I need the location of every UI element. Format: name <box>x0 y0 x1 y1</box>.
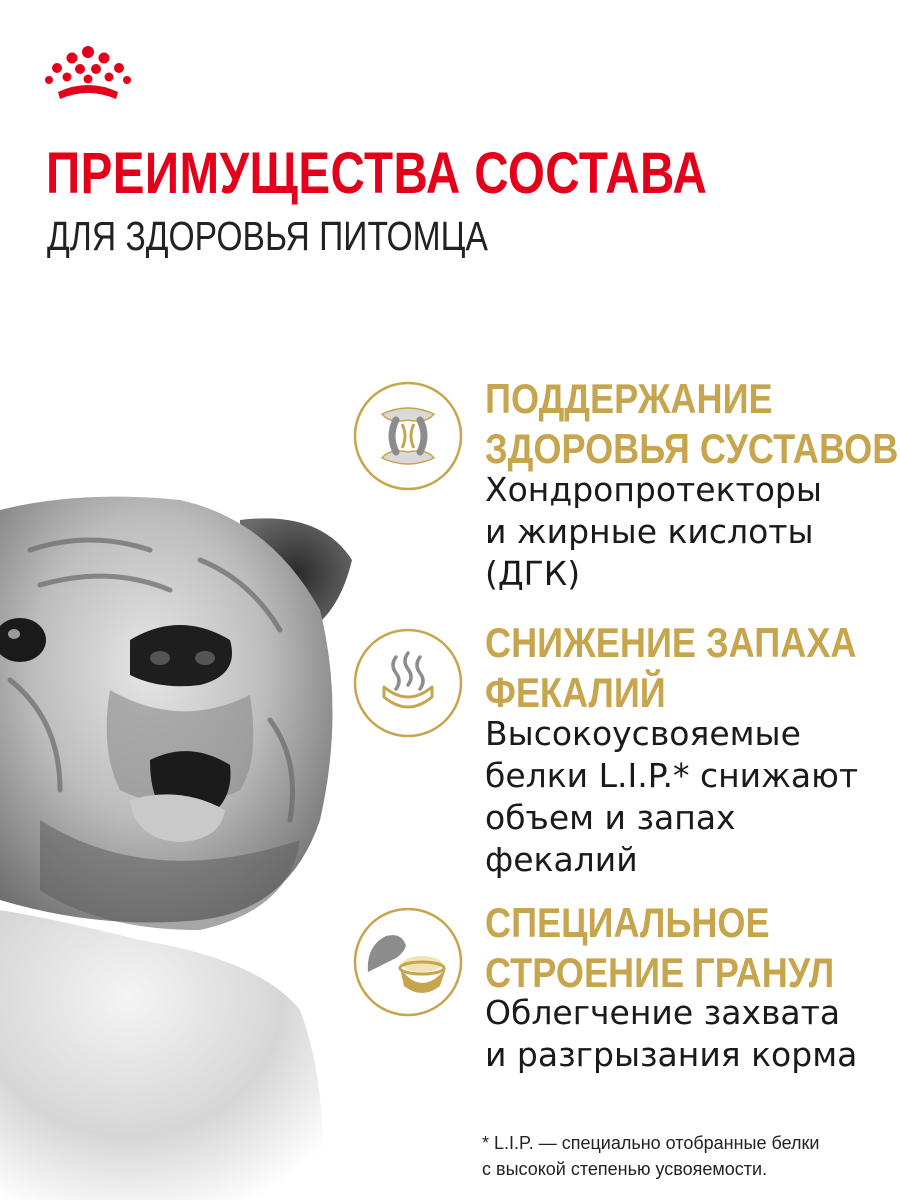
benefit-text-line: и разгрызания корма <box>485 1035 858 1074</box>
joint-icon <box>352 380 464 492</box>
benefit-title-line: СНИЖЕНИЕ ЗАПАХА <box>485 619 857 666</box>
benefit-text-line: Облегчение захвата <box>485 993 841 1032</box>
royal-canin-crown-icon <box>40 44 136 102</box>
benefit-text-odor <box>485 713 858 881</box>
benefit-text-line: Высокоусвояемые <box>485 714 801 753</box>
benefit-text-line: и жирные кислоты <box>485 512 814 551</box>
footnote <box>482 1130 819 1182</box>
benefit-title-line: ПОДДЕРЖАНИЕ <box>485 375 773 422</box>
benefit-title-line: СПЕЦИАЛЬНОЕ <box>485 899 770 946</box>
benefit-text-line: (ДГК) <box>485 554 581 593</box>
benefit-title-line: СТРОЕНИЕ ГРАНУЛ <box>485 949 835 996</box>
benefit-title-joints <box>485 374 898 474</box>
footnote-line: с высокой степенью усвояемости. <box>482 1159 768 1179</box>
benefit-text-joints <box>485 469 822 595</box>
benefit-text-line: фекалий <box>485 840 638 879</box>
benefit-title-line: ФЕКАЛИЙ <box>485 669 666 716</box>
benefit-title-line: ЗДОРОВЬЯ СУСТАВОВ <box>485 425 899 472</box>
benefit-text-line: белки L.I.P.* снижают <box>485 756 859 795</box>
page-title: ПРЕИМУЩЕСТВА СОСТАВА <box>46 141 708 206</box>
kibble-bowl-icon <box>352 906 464 1018</box>
footnote-line: * L.I.P. — специально отобранные белки <box>482 1133 820 1153</box>
benefit-title-odor <box>485 618 857 718</box>
bulldog-photo <box>0 490 370 1200</box>
odor-icon <box>352 627 464 739</box>
benefit-text-line: объем и запах <box>485 798 736 837</box>
page-subtitle: ДЛЯ ЗДОРОВЬЯ ПИТОМЦА <box>47 213 488 259</box>
benefit-text-line: Хондропротекторы <box>485 470 822 509</box>
benefit-text-kibble <box>485 992 857 1076</box>
benefit-title-kibble <box>485 898 834 998</box>
